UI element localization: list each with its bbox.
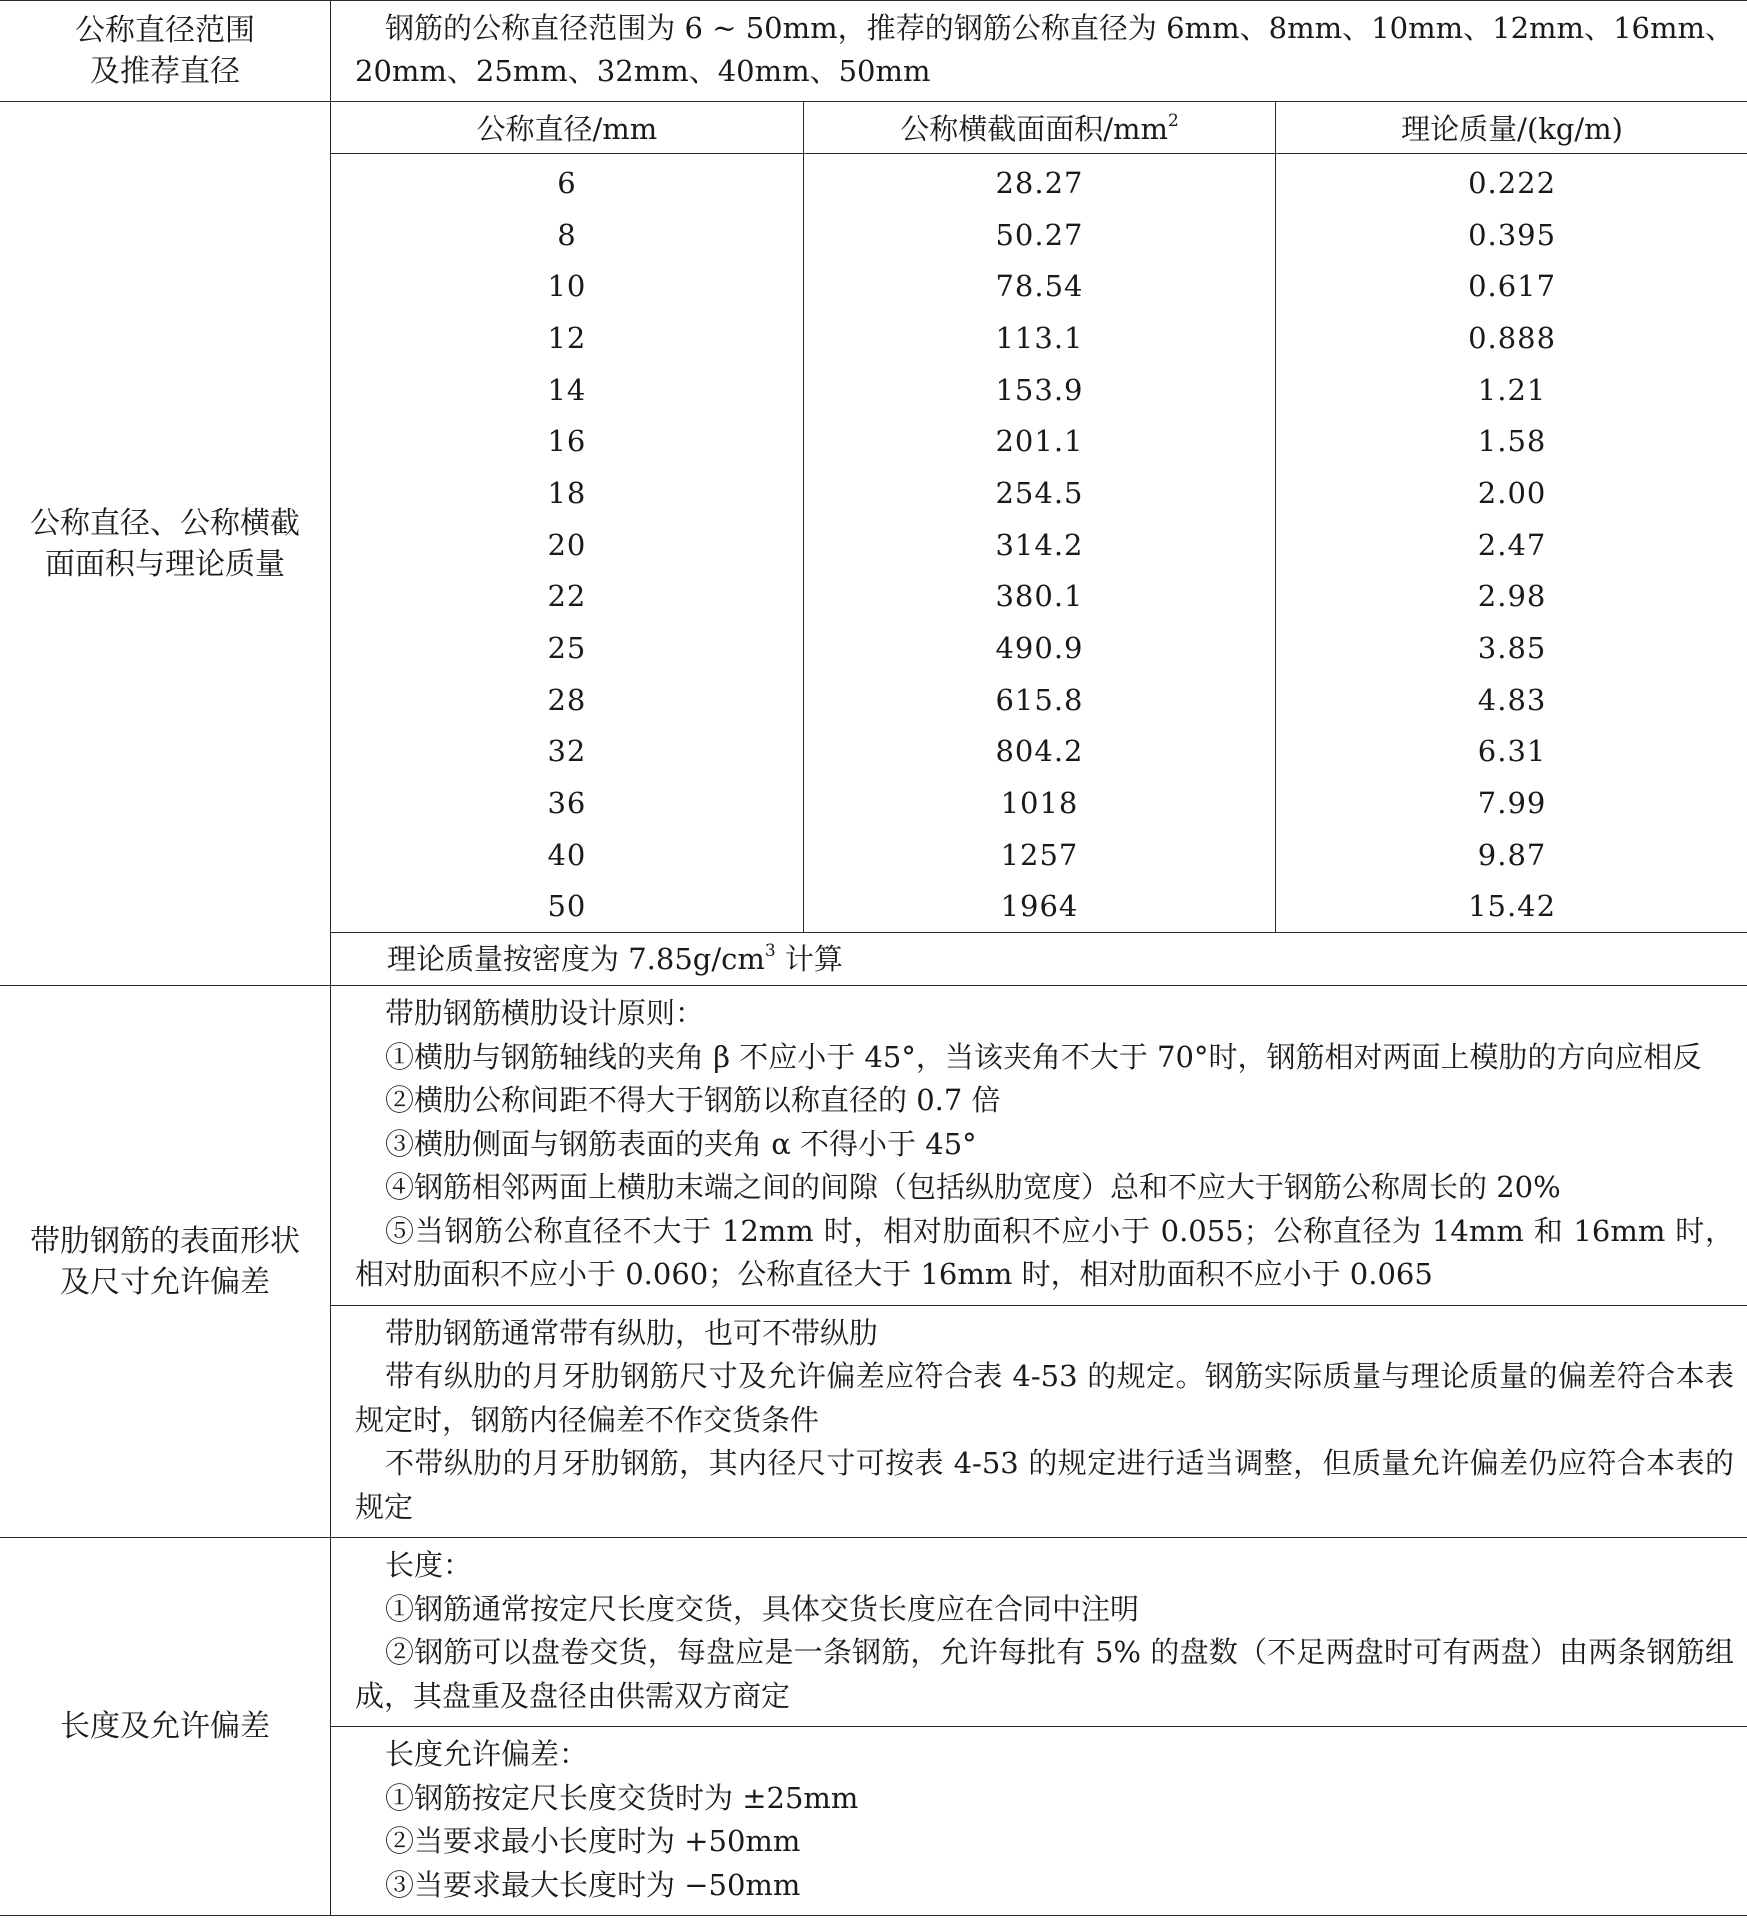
- table-row: [331, 726, 1747, 778]
- paragraph: ⑤当钢筋公称直径不大于 12mm 时，相对肋面积不应小于 0.055；公称直径为 14mm 和 16mm 时，相对肋面积不应小于 0.060；公称直径大于 16mm 时，相对肋面积不应小于 0.065: [355, 1213, 1734, 1292]
- paragraph: ①钢筋通常按定尺长度交货，具体交货长度应在合同中注明: [385, 1591, 1140, 1626]
- table-row: [331, 467, 1747, 519]
- cell-diameter: 25: [547, 631, 587, 666]
- row-content: [331, 1, 1747, 102]
- inner-body: [331, 154, 1747, 933]
- row-content: [331, 1538, 1747, 1916]
- inner-header-row: [331, 102, 1747, 154]
- cell-mass: 1.21: [1276, 364, 1747, 416]
- cell-diameter: 8: [557, 217, 577, 252]
- cell-area: 615.8: [803, 674, 1275, 726]
- cell-mass: 0.888: [1276, 312, 1747, 364]
- cell-area: 804.2: [803, 726, 1275, 778]
- cell-mass: 15.42: [1276, 881, 1747, 933]
- table-row: [331, 674, 1747, 726]
- row-content: [331, 102, 1747, 986]
- cell-mass: 2.98: [1276, 571, 1747, 623]
- cell-area: 1964: [803, 881, 1275, 933]
- density-note-sup: 3: [764, 941, 776, 962]
- paragraph: ②横肋公称间距不得大于钢筋以称直径的 0.7 倍: [385, 1083, 1001, 1118]
- table-row: [331, 312, 1747, 364]
- longitudinal-rib-block: [331, 1305, 1747, 1538]
- cell-diameter: 14: [547, 372, 587, 407]
- cell-area: 28.27: [803, 154, 1275, 209]
- cell-area: 1257: [803, 829, 1275, 881]
- cell-mass: 0.617: [1276, 260, 1747, 312]
- label-line: 公称直径、公称横截: [30, 505, 300, 541]
- table-row: [331, 415, 1747, 467]
- paragraph: 不带纵肋的月牙肋钢筋，其内径尺寸可按表 4-53 的规定进行适当调整，但质量允许偏差仍应符合本表的规定: [355, 1446, 1734, 1524]
- row-label: [0, 1, 331, 102]
- paragraph: ①钢筋按定尺长度交货时为 ±25mm: [385, 1780, 859, 1815]
- cell-mass: 2.00: [1276, 467, 1747, 519]
- header-mass: 理论质量/(kg/m): [1276, 102, 1747, 154]
- paragraph: 钢筋的公称直径范围为 6 ~ 50mm，推荐的钢筋公称直径为 6mm、8mm、10mm、12mm、16mm、20mm、25mm、32mm、40mm、50mm: [355, 10, 1734, 88]
- cell-area: 254.5: [803, 467, 1275, 519]
- label-line: 面面积与理论质量: [45, 546, 285, 582]
- cell-diameter: 28: [547, 682, 587, 717]
- label-line: 长度及允许偏差: [60, 1709, 270, 1745]
- table-row: [331, 777, 1747, 829]
- cell-mass: 3.85: [1276, 622, 1747, 674]
- cell-area: 201.1: [803, 415, 1275, 467]
- label-line: 及推荐直径: [90, 54, 240, 89]
- row-area-mass: [0, 102, 1747, 986]
- label-line: 及尺寸允许偏差: [60, 1264, 270, 1300]
- row-length: [0, 1538, 1747, 1916]
- table-row: [331, 829, 1747, 881]
- cell-area: 380.1: [803, 571, 1275, 623]
- paragraph: 带肋钢筋通常带有纵肋，也可不带纵肋: [385, 1315, 879, 1350]
- row-diameter-range: [0, 1, 1747, 102]
- paragraph: 带有纵肋的月牙肋钢筋尺寸及允许偏差应符合表 4-53 的规定。钢筋实际质量与理论质量的偏差符合本表规定时，钢筋内径偏差不作交货条件: [355, 1359, 1734, 1437]
- length-tolerance-block: [331, 1726, 1747, 1915]
- cell-area: 153.9: [803, 364, 1275, 416]
- cell-mass: 0.222: [1276, 154, 1747, 209]
- table-row: [331, 519, 1747, 571]
- paragraph: ④钢筋相邻两面上横肋末端之间的间隙（包括纵肋宽度）总和不应大于钢筋公称周长的 20%: [385, 1170, 1561, 1205]
- table-row: [331, 260, 1747, 312]
- cell-area: 50.27: [803, 209, 1275, 261]
- table-row: [331, 209, 1747, 261]
- cell-diameter: 50: [331, 881, 803, 933]
- cell-diameter: 20: [547, 527, 587, 562]
- cell-diameter: 32: [547, 734, 587, 769]
- cell-mass: 0.395: [1276, 209, 1747, 261]
- cell-diameter: 18: [547, 475, 587, 510]
- cell-area: 113.1: [803, 312, 1275, 364]
- paragraph: 长度：: [385, 1548, 473, 1583]
- paragraph: 带肋钢筋横肋设计原则：: [385, 996, 705, 1031]
- row-label: [0, 1538, 331, 1916]
- cell-diameter: 16: [547, 424, 587, 459]
- diameter-area-mass-table: [331, 102, 1747, 933]
- cell-diameter: 6: [557, 165, 577, 200]
- row-label: [0, 102, 331, 986]
- density-note: [331, 933, 1747, 985]
- density-note-tail: 计算: [775, 942, 843, 977]
- density-note-text: 理论质量按密度为 7.85g/cm: [387, 942, 765, 977]
- table-row: [331, 571, 1747, 623]
- cell-diameter: 22: [547, 579, 587, 614]
- row-content: [331, 986, 1747, 1538]
- header-area-text: 公称横截面面积/mm: [900, 112, 1168, 146]
- cell-area: 490.9: [803, 622, 1275, 674]
- cell-mass: 7.99: [1276, 777, 1747, 829]
- cell-area: 78.54: [803, 260, 1275, 312]
- cell-diameter: 40: [547, 837, 587, 872]
- label-line: 带肋钢筋的表面形状: [30, 1223, 300, 1259]
- row-surface-shape: [0, 986, 1747, 1538]
- paragraph: ③横肋侧面与钢筋表面的夹角 α 不得小于 45°: [385, 1126, 977, 1161]
- cell-area: 314.2: [803, 519, 1275, 571]
- label-line: 公称直径范围: [75, 13, 255, 48]
- paragraph: ③当要求最大长度时为 −50mm: [385, 1867, 801, 1902]
- cell-mass: 2.47: [1276, 519, 1747, 571]
- table-row: [331, 154, 1747, 209]
- table-row: [331, 881, 1747, 933]
- cell-mass: 4.83: [1276, 674, 1747, 726]
- cell-area: 1018: [803, 777, 1275, 829]
- paragraph: ②当要求最小长度时为 +50mm: [385, 1824, 801, 1859]
- row-label: [0, 986, 331, 1538]
- cell-diameter: 36: [547, 786, 587, 821]
- paragraph: 长度允许偏差：: [385, 1737, 589, 1772]
- table-row: [331, 364, 1747, 416]
- cell-mass: 6.31: [1276, 726, 1747, 778]
- cell-mass: 1.58: [1276, 415, 1747, 467]
- table-row: [331, 622, 1747, 674]
- paragraph: ①横肋与钢筋轴线的夹角 β 不应小于 45°，当该夹角不大于 70°时，钢筋相对两面上模肋的方向应相反: [385, 1039, 1702, 1074]
- length-block: [331, 1538, 1747, 1726]
- header-diameter: 公称直径/mm: [331, 102, 803, 154]
- cell-diameter: 12: [547, 320, 587, 355]
- cell-mass: 9.87: [1276, 829, 1747, 881]
- cell-diameter: 10: [547, 269, 587, 304]
- header-area-sup: 2: [1167, 111, 1179, 131]
- paragraph: ②钢筋可以盘卷交货，每盘应是一条钢筋，允许每批有 5% 的盘数（不足两盘时可有两盘）由两条钢筋组成，其盘重及盘径由供需双方商定: [355, 1635, 1734, 1713]
- rib-design-block: [331, 986, 1747, 1305]
- header-area: [803, 102, 1275, 154]
